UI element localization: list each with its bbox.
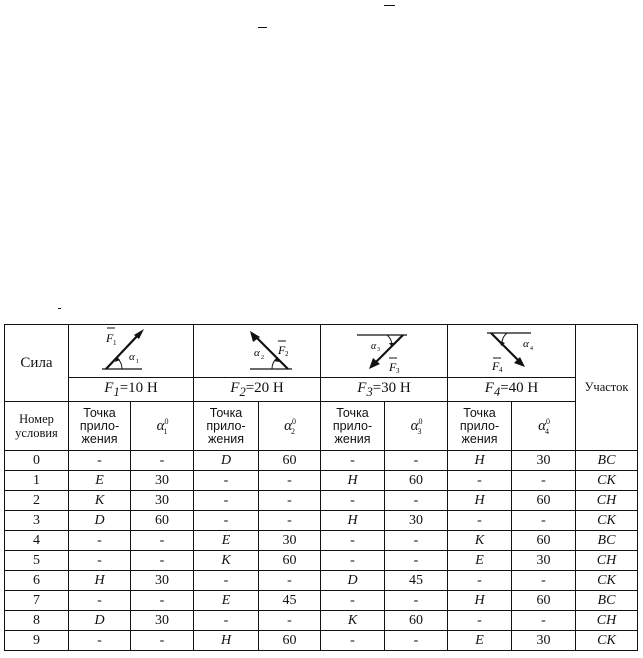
svg-text:α: α	[129, 351, 135, 363]
cell-angle-4: 30	[512, 631, 576, 651]
stray-mark	[258, 27, 267, 28]
cell-angle-3: -	[385, 551, 448, 571]
cell-point-2: -	[194, 571, 259, 591]
cell-point-4: E	[448, 631, 512, 651]
svg-text:4: 4	[498, 366, 502, 374]
cell-segment: CK	[576, 631, 638, 651]
cell-point-3: -	[321, 631, 385, 651]
cell-angle-3: -	[385, 631, 448, 651]
cell-point-1: H	[69, 571, 131, 591]
cell-angle-1: -	[131, 531, 194, 551]
cell-point-2: -	[194, 511, 259, 531]
cell-point-2: D	[194, 451, 259, 471]
cell-angle-2: 60	[259, 631, 321, 651]
cell-point-4: E	[448, 551, 512, 571]
cell-point-3: H	[321, 471, 385, 491]
header-tochka-3: Точка прило- жения	[321, 402, 385, 451]
cell-angle-4: -	[512, 511, 576, 531]
cell-angle-4: -	[512, 611, 576, 631]
force-4-diagram	[448, 325, 576, 378]
cell-point-1: -	[69, 531, 131, 551]
svg-text:3: 3	[396, 367, 400, 375]
cell-point-4: K	[448, 531, 512, 551]
cell-angle-3: 45	[385, 571, 448, 591]
cell-angle-1: -	[131, 551, 194, 571]
cell-point-3: D	[321, 571, 385, 591]
cell-angle-2: 60	[259, 451, 321, 471]
cell-point-1: D	[69, 511, 131, 531]
row-number: 7	[5, 591, 69, 611]
force-1-value: $F_1=10$ Н	[69, 378, 194, 402]
cell-angle-4: 60	[512, 531, 576, 551]
cell-point-4: -	[448, 611, 512, 631]
cell-angle-2: 45	[259, 591, 321, 611]
svg-text:1: 1	[113, 339, 117, 347]
cell-point-1: K	[69, 491, 131, 511]
header-sila: Сила	[5, 325, 69, 402]
cell-point-3: K	[321, 611, 385, 631]
force-2-diagram	[194, 325, 321, 378]
cell-segment: CH	[576, 491, 638, 511]
cell-point-3: H	[321, 511, 385, 531]
cell-point-3: -	[321, 551, 385, 571]
svg-text:4: 4	[529, 346, 533, 352]
cell-angle-4: -	[512, 471, 576, 491]
svg-text:2: 2	[261, 355, 264, 361]
force-2-value: $F_2=20$ Н	[194, 378, 321, 402]
stray-mark	[58, 308, 61, 309]
cell-segment: CK	[576, 471, 638, 491]
header-alpha-3: $\alpha^0_3$	[385, 402, 448, 451]
force-4-value: $F_4=40$ Н	[448, 378, 576, 402]
cell-angle-3: -	[385, 451, 448, 471]
table-row	[5, 531, 638, 551]
cell-angle-2: 60	[259, 551, 321, 571]
cell-point-1: -	[69, 451, 131, 471]
force-3-value: $F_3=30$ Н	[321, 378, 448, 402]
table-row	[5, 611, 638, 631]
cell-angle-4: 60	[512, 491, 576, 511]
cell-point-1: D	[69, 611, 131, 631]
cell-angle-3: 60	[385, 611, 448, 631]
row-number: 3	[5, 511, 69, 531]
force-3-diagram	[321, 325, 448, 378]
cell-point-2: H	[194, 631, 259, 651]
cell-point-3: -	[321, 451, 385, 471]
cell-angle-4: 30	[512, 451, 576, 471]
cell-segment: CK	[576, 511, 638, 531]
cell-point-4: -	[448, 571, 512, 591]
table-row	[5, 471, 638, 491]
row-number: 8	[5, 611, 69, 631]
cell-angle-1: 30	[131, 471, 194, 491]
cell-segment: BC	[576, 591, 638, 611]
cell-point-1: -	[69, 631, 131, 651]
header-alpha-4: $\alpha^0_4$	[512, 402, 576, 451]
row-number: 5	[5, 551, 69, 571]
cell-point-3: -	[321, 531, 385, 551]
cell-point-2: E	[194, 531, 259, 551]
table-row	[5, 591, 638, 611]
cell-angle-2: -	[259, 491, 321, 511]
cell-angle-2: -	[259, 471, 321, 491]
cell-angle-4: 30	[512, 551, 576, 571]
cell-angle-3: -	[385, 491, 448, 511]
cell-point-1: -	[69, 591, 131, 611]
cell-point-2: E	[194, 591, 259, 611]
row-number: 0	[5, 451, 69, 471]
header-uchastok: Участок	[576, 325, 638, 451]
row-number: 4	[5, 531, 69, 551]
table-row	[5, 451, 638, 471]
svg-text:F: F	[278, 343, 286, 357]
svg-text:F: F	[491, 359, 499, 373]
svg-text:F: F	[389, 360, 397, 374]
svg-text:α: α	[254, 347, 260, 359]
cell-point-3: -	[321, 591, 385, 611]
conditions-table	[4, 324, 638, 651]
cell-segment: BC	[576, 451, 638, 471]
cell-angle-2: 30	[259, 531, 321, 551]
cell-point-4: H	[448, 451, 512, 471]
cell-angle-1: -	[131, 451, 194, 471]
table-row	[5, 631, 638, 651]
cell-point-3: -	[321, 491, 385, 511]
svg-text:2: 2	[285, 350, 289, 358]
cell-point-2: -	[194, 611, 259, 631]
header-tochka-1: Точка прило- жения	[69, 402, 131, 451]
cell-angle-3: 60	[385, 471, 448, 491]
cell-angle-2: -	[259, 511, 321, 531]
cell-segment: CH	[576, 551, 638, 571]
svg-text:3: 3	[377, 347, 380, 353]
row-number: 1	[5, 471, 69, 491]
cell-point-4: -	[448, 511, 512, 531]
row-number: 9	[5, 631, 69, 651]
cell-angle-4: 60	[512, 591, 576, 611]
cell-angle-2: -	[259, 571, 321, 591]
cell-point-1: -	[69, 551, 131, 571]
stray-mark	[384, 5, 395, 6]
svg-text:F: F	[106, 331, 114, 345]
cell-angle-3: -	[385, 591, 448, 611]
cell-point-2: K	[194, 551, 259, 571]
cell-segment: CK	[576, 571, 638, 591]
row-number: 6	[5, 571, 69, 591]
cell-point-4: -	[448, 471, 512, 491]
table-row	[5, 491, 638, 511]
header-alpha-1: $\alpha^0_1$	[131, 402, 194, 451]
cell-point-1: E	[69, 471, 131, 491]
cell-angle-3: -	[385, 531, 448, 551]
header-nomer: Номер условия	[5, 402, 69, 451]
cell-angle-3: 30	[385, 511, 448, 531]
svg-text:α: α	[371, 341, 377, 352]
cell-point-2: -	[194, 491, 259, 511]
svg-text:α: α	[522, 338, 529, 350]
table-row	[5, 571, 638, 591]
cell-angle-1: -	[131, 591, 194, 611]
cell-segment: CH	[576, 611, 638, 631]
cell-angle-1: 30	[131, 611, 194, 631]
cell-angle-1: 30	[131, 491, 194, 511]
svg-text:1: 1	[136, 359, 139, 365]
cell-angle-1: -	[131, 631, 194, 651]
header-tochka-4: Точка прило- жения	[448, 402, 512, 451]
cell-point-4: H	[448, 491, 512, 511]
header-alpha-2: $\alpha^0_2$	[259, 402, 321, 451]
force-1-diagram	[69, 325, 194, 378]
cell-angle-1: 60	[131, 511, 194, 531]
cell-segment: BC	[576, 531, 638, 551]
cell-angle-2: -	[259, 611, 321, 631]
cell-point-2: -	[194, 471, 259, 491]
cell-angle-1: 30	[131, 571, 194, 591]
row-number: 2	[5, 491, 69, 511]
cell-angle-4: -	[512, 571, 576, 591]
table-row	[5, 511, 638, 531]
header-tochka-2: Точка прило- жения	[194, 402, 259, 451]
table-row	[5, 551, 638, 571]
cell-point-4: H	[448, 591, 512, 611]
